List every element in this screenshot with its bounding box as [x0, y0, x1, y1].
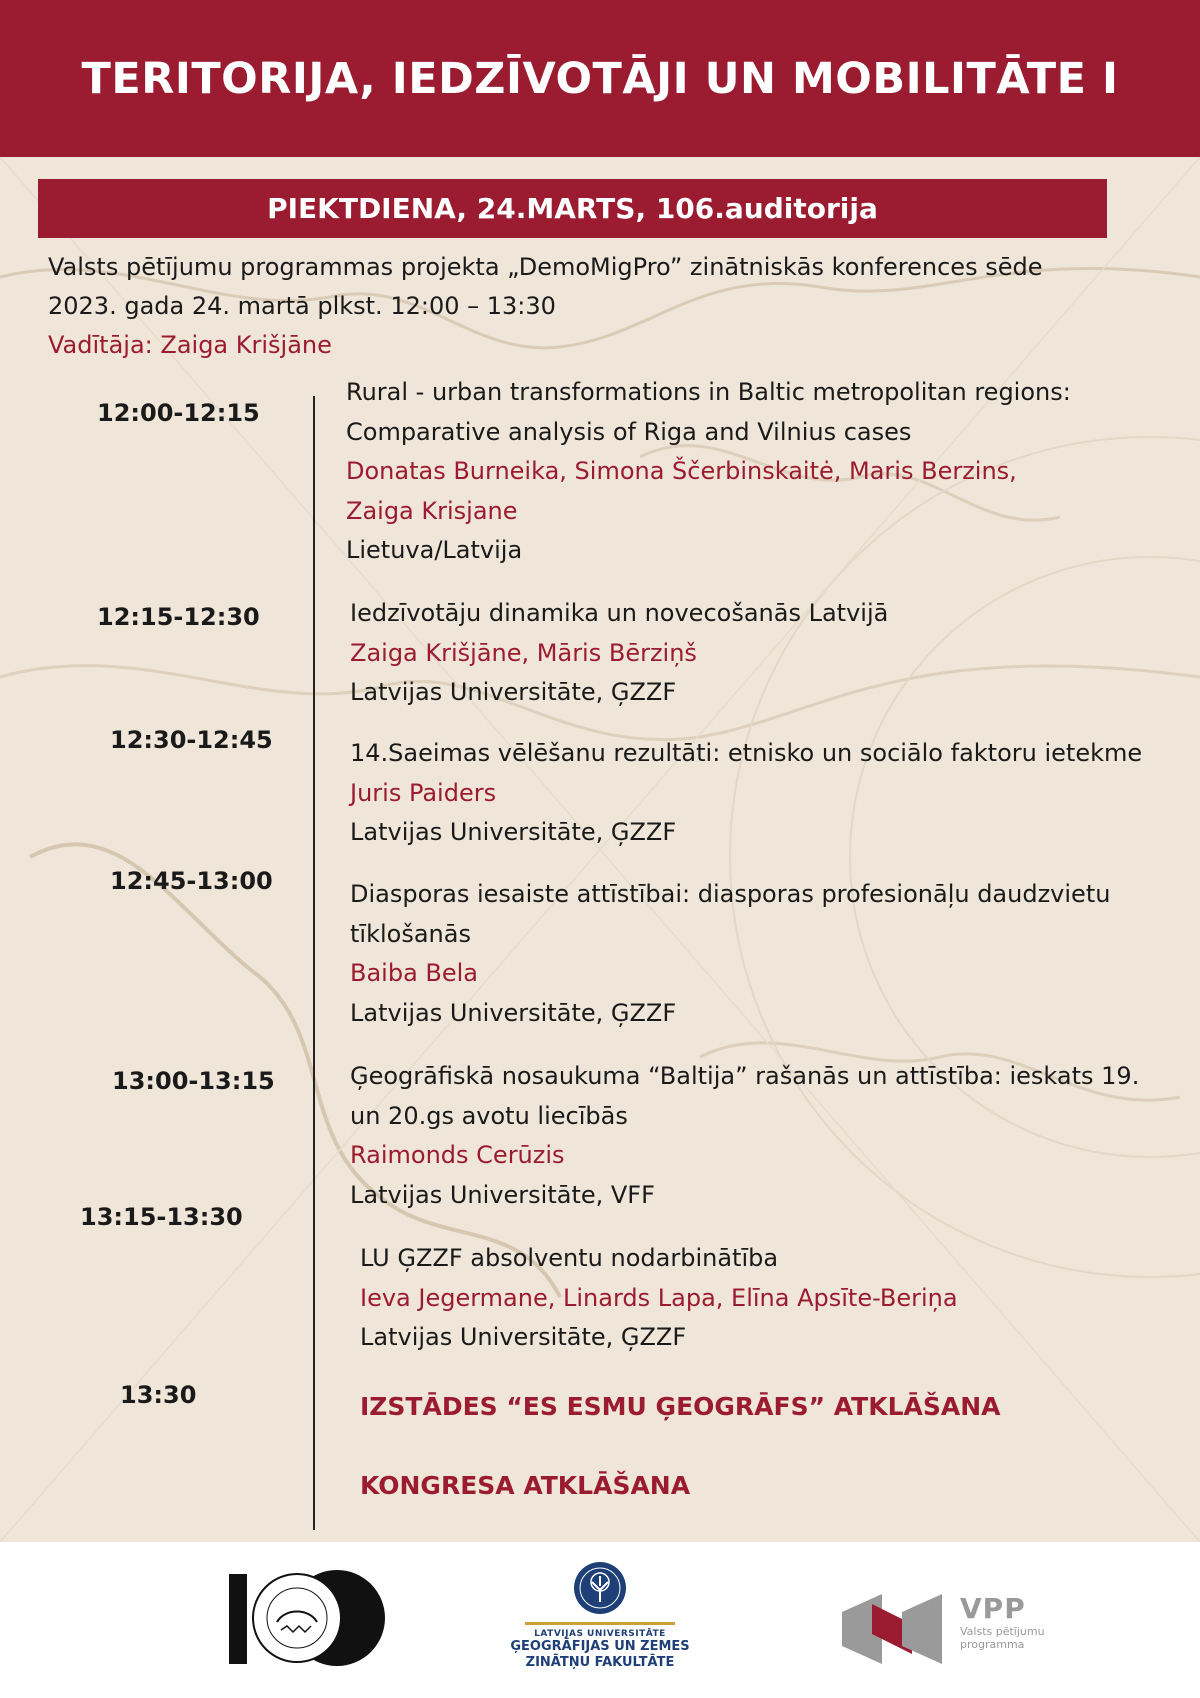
talk-title: 14.Saeimas vēlēšanu rezultāti: etnisko un sociālo faktoru ietekme: [350, 739, 1143, 767]
vpp-logo-mark: [842, 1584, 952, 1678]
talk-item: [350, 594, 1170, 713]
talk-affiliation: Latvijas Universitāte, ĢZZF: [350, 818, 677, 846]
session-intro: [48, 248, 1148, 365]
closing-time: 13:30: [120, 1381, 197, 1409]
footer-logos: [0, 1542, 1200, 1698]
talk-authors: Zaiga Krišjāne, Māris Bērziņš: [350, 638, 697, 667]
vpp-name-line-2: programma: [960, 1638, 1025, 1651]
geography-society-logo: [225, 1570, 405, 1674]
talk-authors: Raimonds Cerūzis: [350, 1141, 565, 1169]
lu-name: LATVIJAS UNIVERSITĀTE: [534, 1629, 666, 1639]
date-banner-text: PIEKTDIENA, 24.MARTS, 106.auditorija: [267, 192, 878, 225]
lu-faculty-line-2: ZINĀTŅU FAKULTĀTE: [525, 1655, 675, 1670]
intro-line-2: 2023. gada 24. martā plkst. 12:00 – 13:30: [48, 292, 556, 320]
exhibition-opening: IZSTĀDES “ES ESMU ĢEOGRĀFS” ATKLĀŠANA: [360, 1392, 1001, 1421]
talk-title: Diasporas iesaiste attīstībai: diasporas profesionāļu daudzvietu: [350, 880, 1111, 908]
talk-affiliation: Latvijas Universitāte, VFF: [350, 1180, 655, 1209]
talk-time: 12:30-12:45: [110, 726, 273, 754]
talk-time: 12:15-12:30: [97, 603, 260, 631]
talk-title: LU ĢZZF absolventu nodarbinātība: [360, 1244, 779, 1272]
talk-affiliation: Lietuva/Latvija: [346, 536, 523, 564]
tree-emblem-icon: [572, 1560, 628, 1616]
talk-time: 12:00-12:15: [97, 399, 260, 427]
talk-title: Rural - urban transformations in Baltic metropolitan regions:: [346, 378, 1071, 406]
talk-time: 12:45-13:00: [110, 867, 273, 895]
talk-title: Iedzīvotāju dinamika un novecošanās Latvijā: [350, 599, 889, 627]
lu-faculty-logo: [505, 1560, 695, 1671]
talk-title: un 20.gs avotu liecībās: [350, 1101, 628, 1130]
talk-item: [360, 1239, 1180, 1358]
talk-item: [350, 1057, 1190, 1215]
vpp-logo-text: [960, 1592, 1045, 1651]
vpp-name-line-1: Valsts pētījumu: [960, 1625, 1045, 1638]
talk-authors: Ieva Jegermane, Linards Lapa, Elīna Apsīte-Beriņa: [360, 1283, 958, 1312]
talk-affiliation: Latvijas Universitāte, ĢZZF: [350, 678, 677, 706]
vpp-acronym: VPP: [960, 1592, 1026, 1625]
talk-item: [350, 875, 1170, 1033]
talk-authors: Juris Paiders: [350, 778, 497, 807]
talk-affiliation: Latvijas Universitāte, ĢZZF: [360, 1323, 687, 1351]
talk-authors: Donatas Burneika, Simona Ščerbinskaitė, Maris Berzins,: [346, 457, 1017, 485]
talk-affiliation: Latvijas Universitāte, ĢZZF: [350, 998, 677, 1027]
talk-title: Ģeogrāfiskā nosaukuma “Baltija” rašanās un attīstība: ieskats 19.: [350, 1062, 1140, 1090]
intro-line-1: Valsts pētījumu programmas projekta „DemoMigPro” zinātniskās konferences sēde: [48, 253, 1043, 281]
date-banner: [38, 179, 1107, 238]
talk-authors: Baiba Bela: [350, 959, 479, 987]
timeline-divider: [313, 396, 315, 1530]
talk-item: [346, 373, 1166, 571]
session-chair: Vadītāja: Zaiga Krišjāne: [48, 331, 332, 359]
page-header: [0, 0, 1200, 157]
talk-item: [350, 734, 1190, 853]
congress-opening: KONGRESA ATKLĀŠANA: [360, 1471, 691, 1500]
page-title: TERITORIJA, IEDZĪVOTĀJI UN MOBILITĀTE I: [81, 53, 1119, 104]
talk-time: 13:15-13:30: [80, 1203, 243, 1231]
talk-time: 13:00-13:15: [112, 1067, 275, 1095]
talk-title: Comparative analysis of Riga and Vilnius cases: [346, 417, 912, 446]
talk-title: tīklošanās: [350, 919, 471, 948]
lu-faculty-line-1: ĢEOGRĀFIJAS UN ZEMES: [510, 1639, 690, 1654]
talk-authors: Zaiga Krisjane: [346, 496, 518, 525]
